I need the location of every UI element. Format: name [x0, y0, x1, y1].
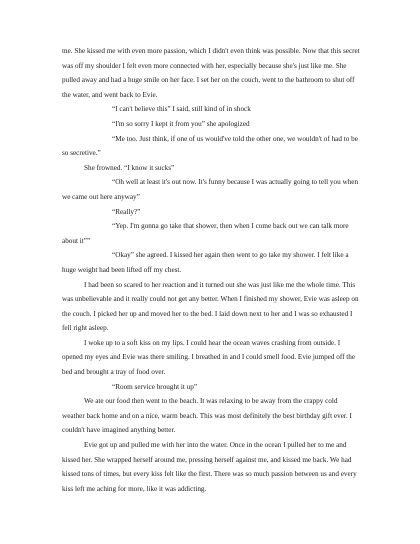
- paragraph: “Okay” she agreed. I kissed her again then went to go take my shower. I felt like a huge weight had been lifted off my chest.: [62, 251, 349, 274]
- body-text: [62, 44, 362, 496]
- paragraph: We ate our food then went to the beach. It was relaxing to be away from the crappy cold weather back home and on a nice, warm beach. This was most definitely the best birthday gift ever. I couldn't have imagined anything better.: [62, 397, 352, 435]
- paragraph: I had been so scared to her reaction and it turned out she was just like me the whole time. This was unbelievable and it really could not get any better. When I finished my shower, Evie was asleep on the couch. I picked her up and moved her to the bed. I laid down next to her and I was so exhausted I fell right asleep.: [62, 280, 359, 333]
- paragraph: Evie got up and pulled me with her into the water. Once in the ocean I pulled her to me and kissed her. She wrapped herself around me, pressing herself against me, and kissed me back. We had kissed tons of times, but every kiss felt like the first. There was so much passion between us and every kiss left me aching for more, like it was addicting.: [62, 441, 357, 493]
- paragraph: me. She kissed me with even more passion, which I didn't even think was possible. Now that this secret was off my shoulder I felt even more connected with her, especially because she's just like me. She pulled away and had a huge smile on her face. I set her on the couch, went to the bathroom to shut off the water, and went back to Evie.: [62, 47, 360, 99]
- paragraph: “I'm so sorry I kept it from you” she apologized: [112, 119, 250, 128]
- paragraph: “Really?”: [112, 207, 141, 216]
- paragraph: “Room service brought it up”: [112, 382, 198, 391]
- paragraph: “I can't believe this” I said, still kind of in shock: [112, 105, 251, 114]
- paragraph: I woke up to a soft kiss on my lips. I could hear the ocean waves crashing from outside. I opened my eyes and Evie was there smiling. I breathed in and I could smell food. Evie jumped off the bed and brought a tray of food over.: [62, 338, 356, 377]
- paragraph: “Yep. I'm gonna go take that shower, then when I come back out we can talk more about it””: [62, 222, 349, 245]
- paragraph: “Oh well at least it's out now. It's funny because I was actually going to tell you when we came out here anyway”: [62, 178, 359, 201]
- paragraph: “Me too. Just think, if one of us would've told the other one, we wouldn't of had to be so secretive.”: [62, 134, 358, 158]
- paragraph: She frowned. “I know it sucks”: [84, 163, 175, 172]
